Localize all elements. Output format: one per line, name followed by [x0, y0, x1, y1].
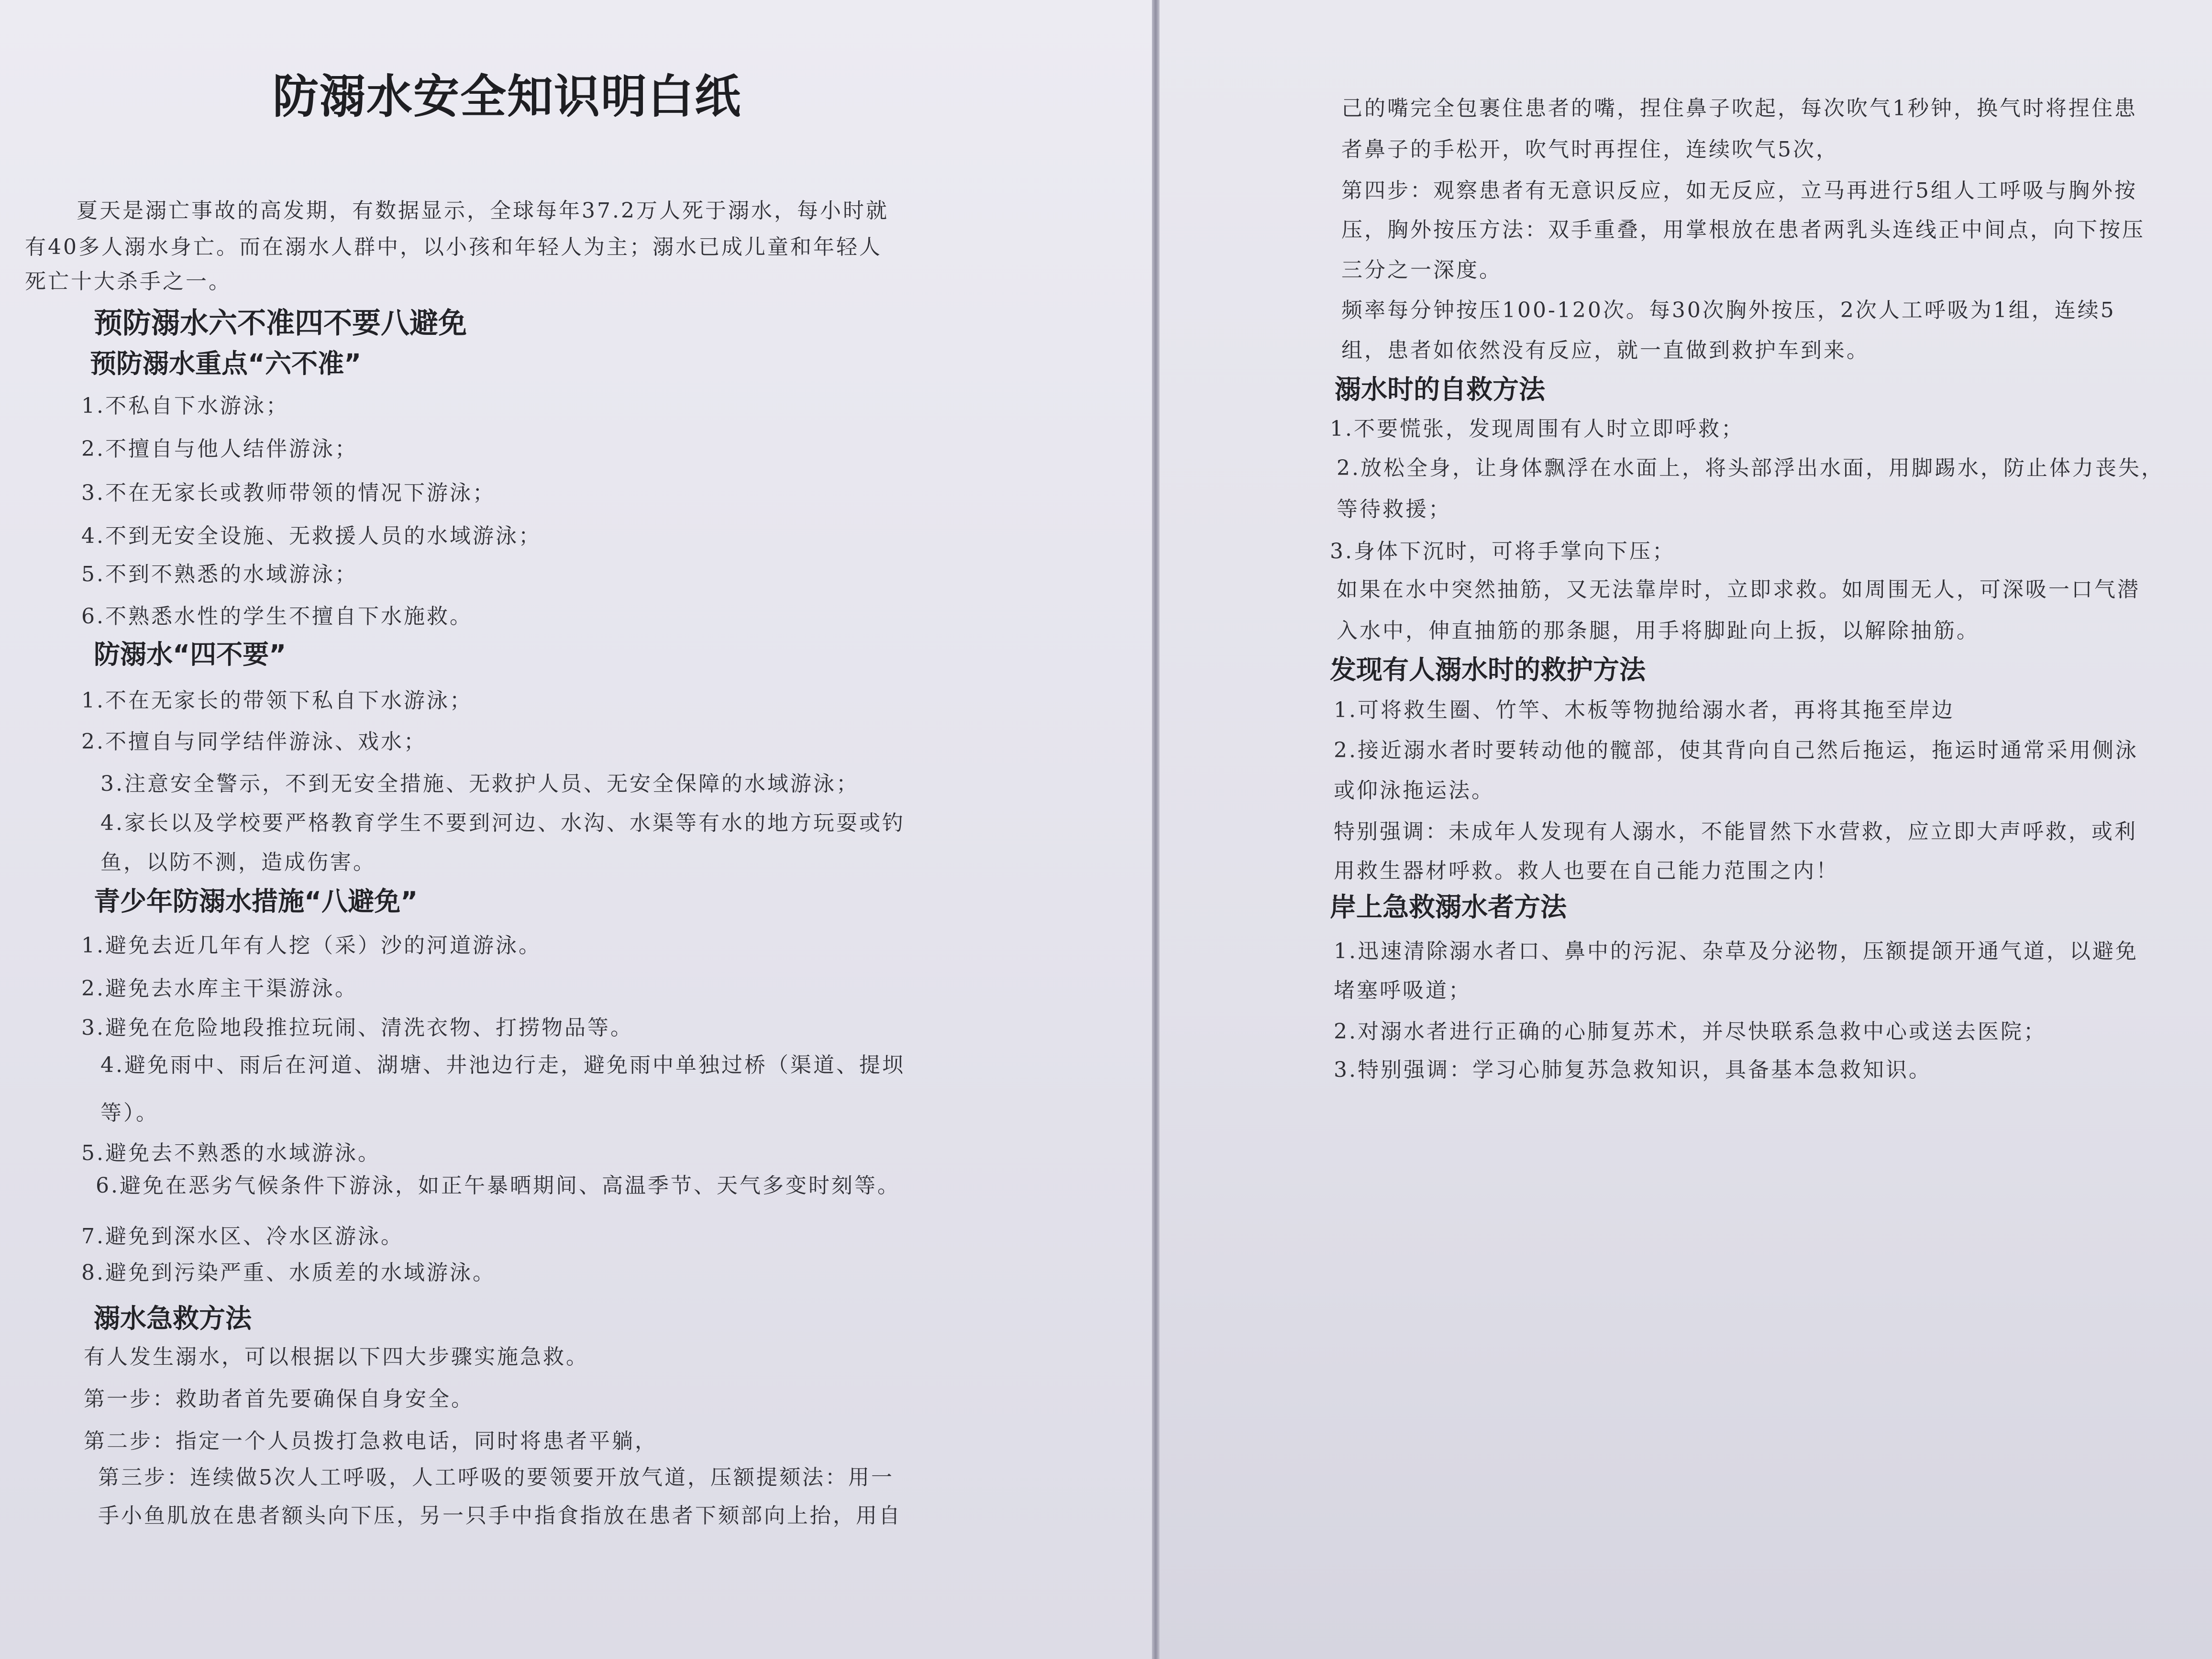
list-item: 5.不到不熟悉的水域游泳； — [81, 562, 358, 586]
intro-line: 死亡十大杀手之一。 — [25, 269, 232, 294]
list-item: 堵塞呼吸道； — [1334, 978, 1471, 1003]
list-item: 4.避免雨中、雨后在河道、湖塘、井池边行走，避免雨中单独过桥（渠道、提坝 — [100, 1053, 905, 1077]
section-heading-shore: 岸上急救溺水者方法 — [1330, 892, 1567, 922]
list-item: 或仰泳拖运法。 — [1334, 778, 1494, 803]
list-item: 1.不要慌张，发现周围有人时立即呼救； — [1330, 417, 1744, 441]
list-item: 特别强调：未成年人发现有人溺水，不能冒然下水营救，应立即大声呼救，或利 — [1334, 819, 2137, 844]
intro-line: 有40多人溺水身亡。而在溺水人群中，以小孩和年轻人为主；溺水已成儿童和年轻人 — [25, 235, 882, 259]
list-item: 1.不在无家长的带领下私自下水游泳； — [81, 688, 473, 713]
page-fold — [1152, 0, 1160, 1659]
section-heading-eight: 青少年防溺水措施“八避免” — [94, 886, 418, 917]
list-item: 三分之一深度。 — [1341, 258, 1502, 282]
list-item: 3.避免在危险地段推拉玩闹、清洗衣物、打捞物品等。 — [81, 1016, 633, 1040]
list-item: 等）。 — [100, 1101, 159, 1125]
list-item: 第一步：救助者首先要确保自身安全。 — [84, 1387, 474, 1411]
list-item: 手小鱼肌放在患者额头向下压，另一只手中指食指放在患者下颏部向上抬，用自 — [98, 1504, 902, 1528]
list-item: 1.可将救生圈、竹竿、木板等物抛给溺水者，再将其拖至岸边 — [1334, 698, 1955, 722]
list-item: 1.避免去近几年有人挖（采）沙的河道游泳。 — [81, 933, 542, 958]
list-item: 第三步：连续做5次人工呼吸，人工呼吸的要领要开放气道，压额提颏法：用一 — [98, 1465, 894, 1490]
section-heading-four: 防溺水“四不要” — [94, 639, 287, 670]
list-item: 压，胸外按压方法：双手重叠，用掌根放在患者两乳头连线正中间点，向下按压 — [1341, 218, 2145, 242]
list-item: 己的嘴完全包裹住患者的嘴，捏住鼻子吹起，每次吹气1秒钟，换气时将捏住患 — [1341, 96, 2137, 121]
list-item: 2.放松全身，让身体飘浮在水面上，将头部浮出水面，用脚踢水，防止体力丧失， — [1337, 456, 2164, 480]
section-heading-found: 发现有人溺水时的救护方法 — [1330, 654, 1646, 685]
list-item: 7.避免到深水区、冷水区游泳。 — [81, 1224, 404, 1249]
list-item: 4.家长以及学校要严格教育学生不要到河边、水沟、水渠等有水的地方玩耍或钓 — [100, 811, 905, 835]
list-item: 6.避免在恶劣气候条件下游泳，如正午暴晒期间、高温季节、天气多变时刻等。 — [96, 1173, 900, 1198]
list-item: 频率每分钟按压100-120次。每30次胸外按压，2次人工呼吸为1组，连续5 — [1341, 298, 2116, 322]
list-item: 鱼，以防不测，造成伤害。 — [100, 850, 376, 874]
list-item: 3.注意安全警示，不到无安全措施、无救护人员、无安全保障的水域游泳； — [100, 772, 859, 796]
list-item: 如果在水中突然抽筋，又无法靠岸时，立即求救。如周围无人，可深吸一口气潜 — [1337, 577, 2140, 602]
list-item: 2.对溺水者进行正确的心肺复苏术，并尽快联系急救中心或送去医院； — [1334, 1019, 2046, 1044]
list-item: 3.身体下沉时，可将手掌向下压； — [1330, 539, 1675, 564]
list-item: 5.避免去不熟悉的水域游泳。 — [81, 1141, 381, 1165]
list-item: 第四步：观察患者有无意识反应，如无反应，立马再进行5组人工呼吸与胸外按 — [1341, 178, 2137, 203]
intro-line: 夏天是溺亡事故的高发期，有数据显示，全球每年37.2万人死于溺水，每小时就 — [77, 199, 889, 223]
list-item: 1.不私自下水游泳； — [81, 394, 289, 418]
list-item: 者鼻子的手松开，吹气时再捏住，连续吹气5次， — [1341, 137, 1839, 162]
list-item: 第二步：指定一个人员拨打急救电话，同时将患者平躺， — [84, 1429, 658, 1453]
section-heading-six: 预防溺水重点“六不准” — [90, 348, 362, 379]
list-item: 6.不熟悉水性的学生不擅自下水施救。 — [81, 604, 473, 629]
list-item: 有人发生溺水，可以根据以下四大步骤实施急救。 — [84, 1345, 589, 1369]
list-item: 4.不到无安全设施、无救援人员的水域游泳； — [81, 524, 542, 548]
list-item: 8.避免到污染严重、水质差的水域游泳。 — [81, 1261, 496, 1285]
list-item: 2.不擅自与同学结伴游泳、戏水； — [81, 730, 427, 754]
document-title: 防溺水安全知识明白纸 — [273, 70, 741, 123]
list-item: 1.迅速清除溺水者口、鼻中的污泥、杂草及分泌物，压额提颌开通气道，以避免 — [1334, 939, 2138, 963]
list-item: 2.避免去水库主干渠游泳。 — [81, 976, 358, 1001]
right-page — [1160, 0, 2212, 1659]
section-heading-rescue: 溺水急救方法 — [94, 1303, 252, 1334]
list-item: 入水中，伸直抽筋的那条腿，用手将脚趾向上扳，以解除抽筋。 — [1337, 619, 1980, 643]
list-item: 3.不在无家长或教师带领的情况下游泳； — [81, 481, 496, 505]
list-item: 用救生器材呼救。救人也要在自己能力范围之内！ — [1334, 859, 1839, 883]
list-item: 3.特别强调：学习心肺复苏急救知识，具备基本急救知识。 — [1334, 1058, 1932, 1082]
list-item: 等待救援； — [1337, 497, 1451, 521]
main-heading: 预防溺水六不准四不要八避免 — [94, 307, 467, 340]
list-item: 2.接近溺水者时要转动他的髋部，使其背向自己然后拖运，拖运时通常采用侧泳 — [1334, 738, 2138, 763]
list-item: 组，患者如依然没有反应，就一直做到救护车到来。 — [1341, 338, 1869, 363]
section-heading-self-rescue: 溺水时的自救方法 — [1335, 374, 1546, 405]
list-item: 2.不擅自与他人结伴游泳； — [81, 437, 358, 461]
